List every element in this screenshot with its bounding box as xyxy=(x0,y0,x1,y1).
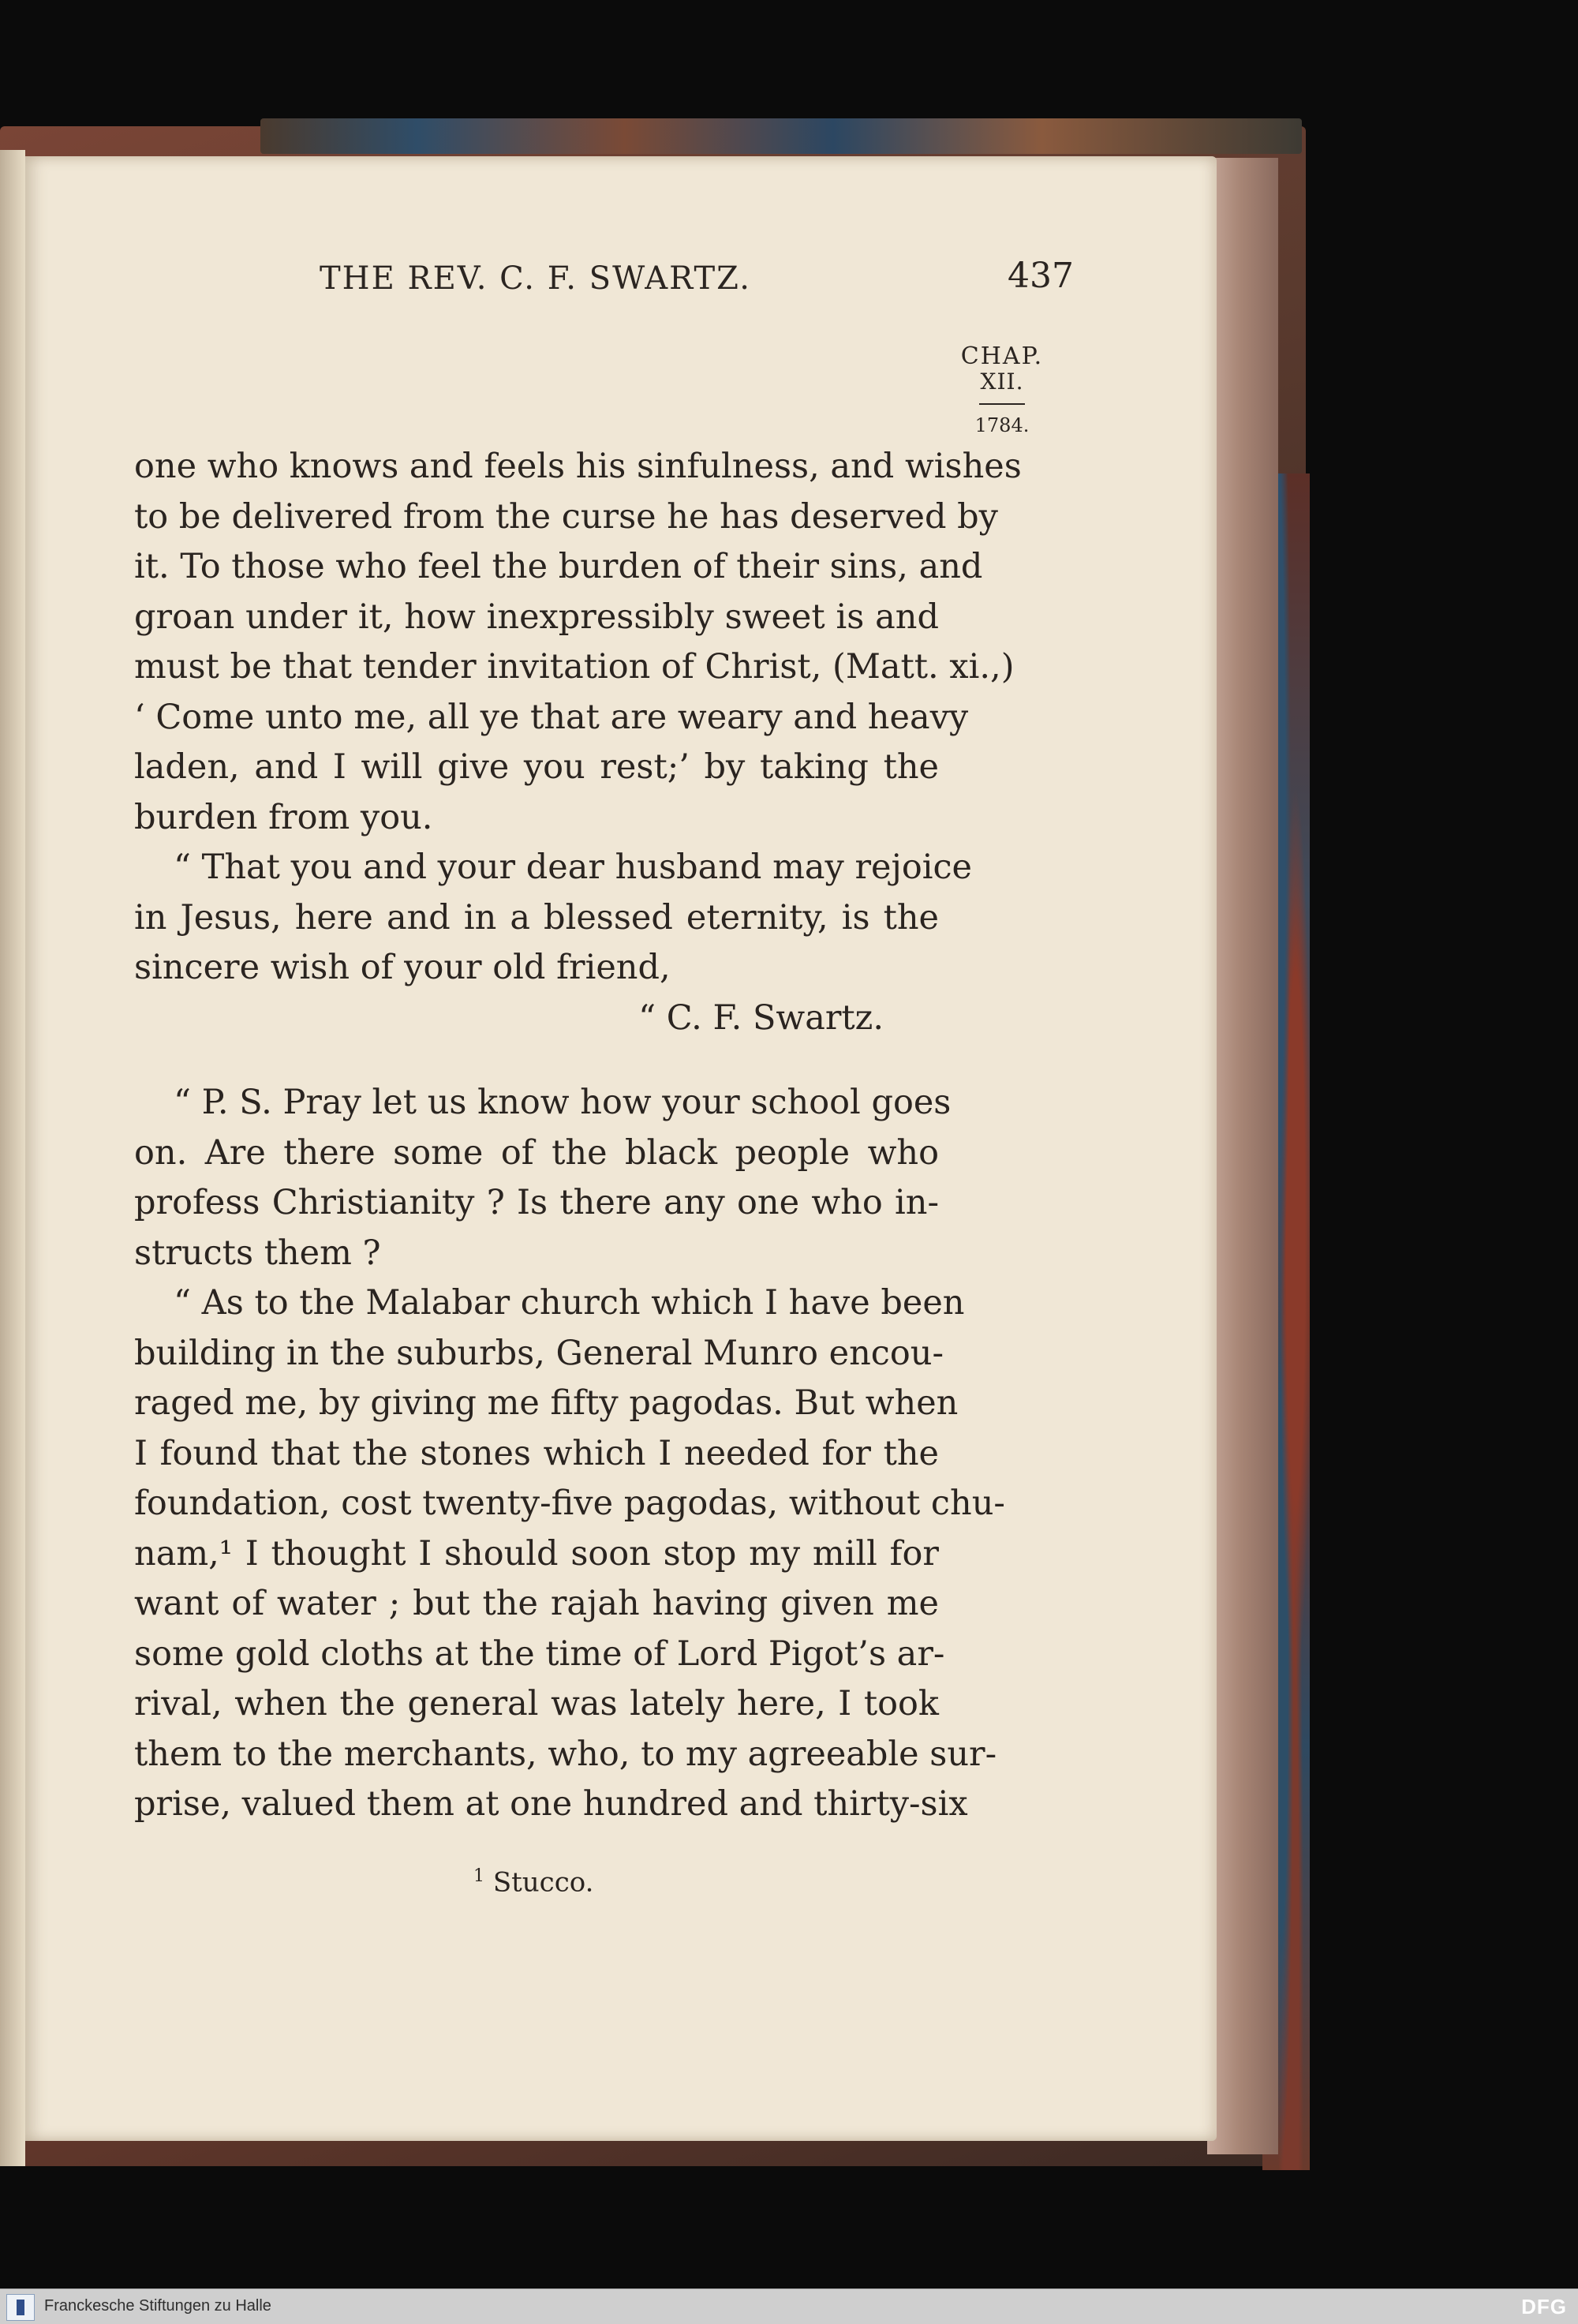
chapter-number: XII. xyxy=(980,369,1024,395)
footnote-marker: 1 xyxy=(473,1866,484,1886)
chapter-label: CHAP. xyxy=(960,342,1044,370)
marbled-edge-top xyxy=(260,118,1302,154)
text-line: structs them ? xyxy=(134,1233,381,1273)
page-block-edge xyxy=(1207,158,1278,2154)
text-line: sincere wish of your old friend, xyxy=(134,948,671,987)
text-line: on. Are there some of the black people who xyxy=(134,1132,939,1173)
text-line: “ That you and your dear husband may rejoice xyxy=(174,848,972,887)
institution-name: Franckesche Stiftungen zu Halle xyxy=(44,2297,271,2315)
text-line: one who knows and feels his sinfulness, and wishes xyxy=(134,447,1022,486)
text-line: I found that the stones which I needed for the xyxy=(134,1433,939,1473)
text-line: rival, when the general was lately here, I took xyxy=(134,1684,939,1723)
text-line: must be that tender invitation of Christ, (Matt. xi.,) xyxy=(134,647,1015,687)
text-line: “ As to the Malabar church which I have been xyxy=(174,1283,965,1323)
margin-note xyxy=(959,343,1045,436)
text-line: ‘ Come unto me, all ye that are weary and heavy xyxy=(134,697,969,737)
text-line: profess Christianity ? Is there any one who in- xyxy=(134,1183,939,1222)
text-line: want of water ; but the rajah having given me xyxy=(134,1584,939,1623)
text-line: raged me, by giving me fifty pagodas. But when xyxy=(134,1383,959,1423)
text-line: nam,¹ I thought I should soon stop my mill for xyxy=(134,1533,939,1574)
paragraph-gap xyxy=(134,1043,939,1078)
text-line: burden from you. xyxy=(134,797,433,837)
footnote-text: Stucco. xyxy=(492,1866,594,1899)
margin-year: 1784. xyxy=(974,414,1030,436)
text-line: them to the merchants, who, to my agreeable sur- xyxy=(134,1734,997,1774)
text-line: foundation, cost twenty-five pagodas, without chu- xyxy=(134,1484,1005,1523)
text-line: prise, valued them at one hundred and thirty-six xyxy=(134,1784,968,1824)
page-number: 437 xyxy=(1008,256,1074,296)
text-line: in Jesus, here and in a blessed eternity, is the xyxy=(134,897,939,937)
signature-line: “ C. F. Swartz. xyxy=(638,997,884,1038)
viewer-footer xyxy=(0,2288,1578,2324)
body-text xyxy=(134,442,1022,1830)
text-line: groan under it, how inexpressibly sweet is and xyxy=(134,597,939,637)
text-line: some gold cloths at the time of Lord Pigot’s ar- xyxy=(134,1634,945,1674)
text-line: it. To those who feel the burden of their sins, and xyxy=(134,547,983,586)
dfg-logo: DFG xyxy=(1521,2295,1567,2318)
text-line: laden, and I will give you rest;’ by taking the xyxy=(134,747,939,787)
text-line: to be delivered from the curse he has deserved by xyxy=(134,496,998,537)
footnote xyxy=(473,1866,593,1898)
institution-logo-icon xyxy=(6,2294,35,2321)
margin-rule xyxy=(979,403,1025,405)
running-title: THE REV. C. F. SWARTZ. xyxy=(320,260,751,297)
text-line: building in the suburbs, General Munro encou- xyxy=(134,1333,944,1373)
text-line: “ P. S. Pray let us know how your school goes xyxy=(174,1083,952,1122)
facing-page-edge xyxy=(0,150,25,2166)
